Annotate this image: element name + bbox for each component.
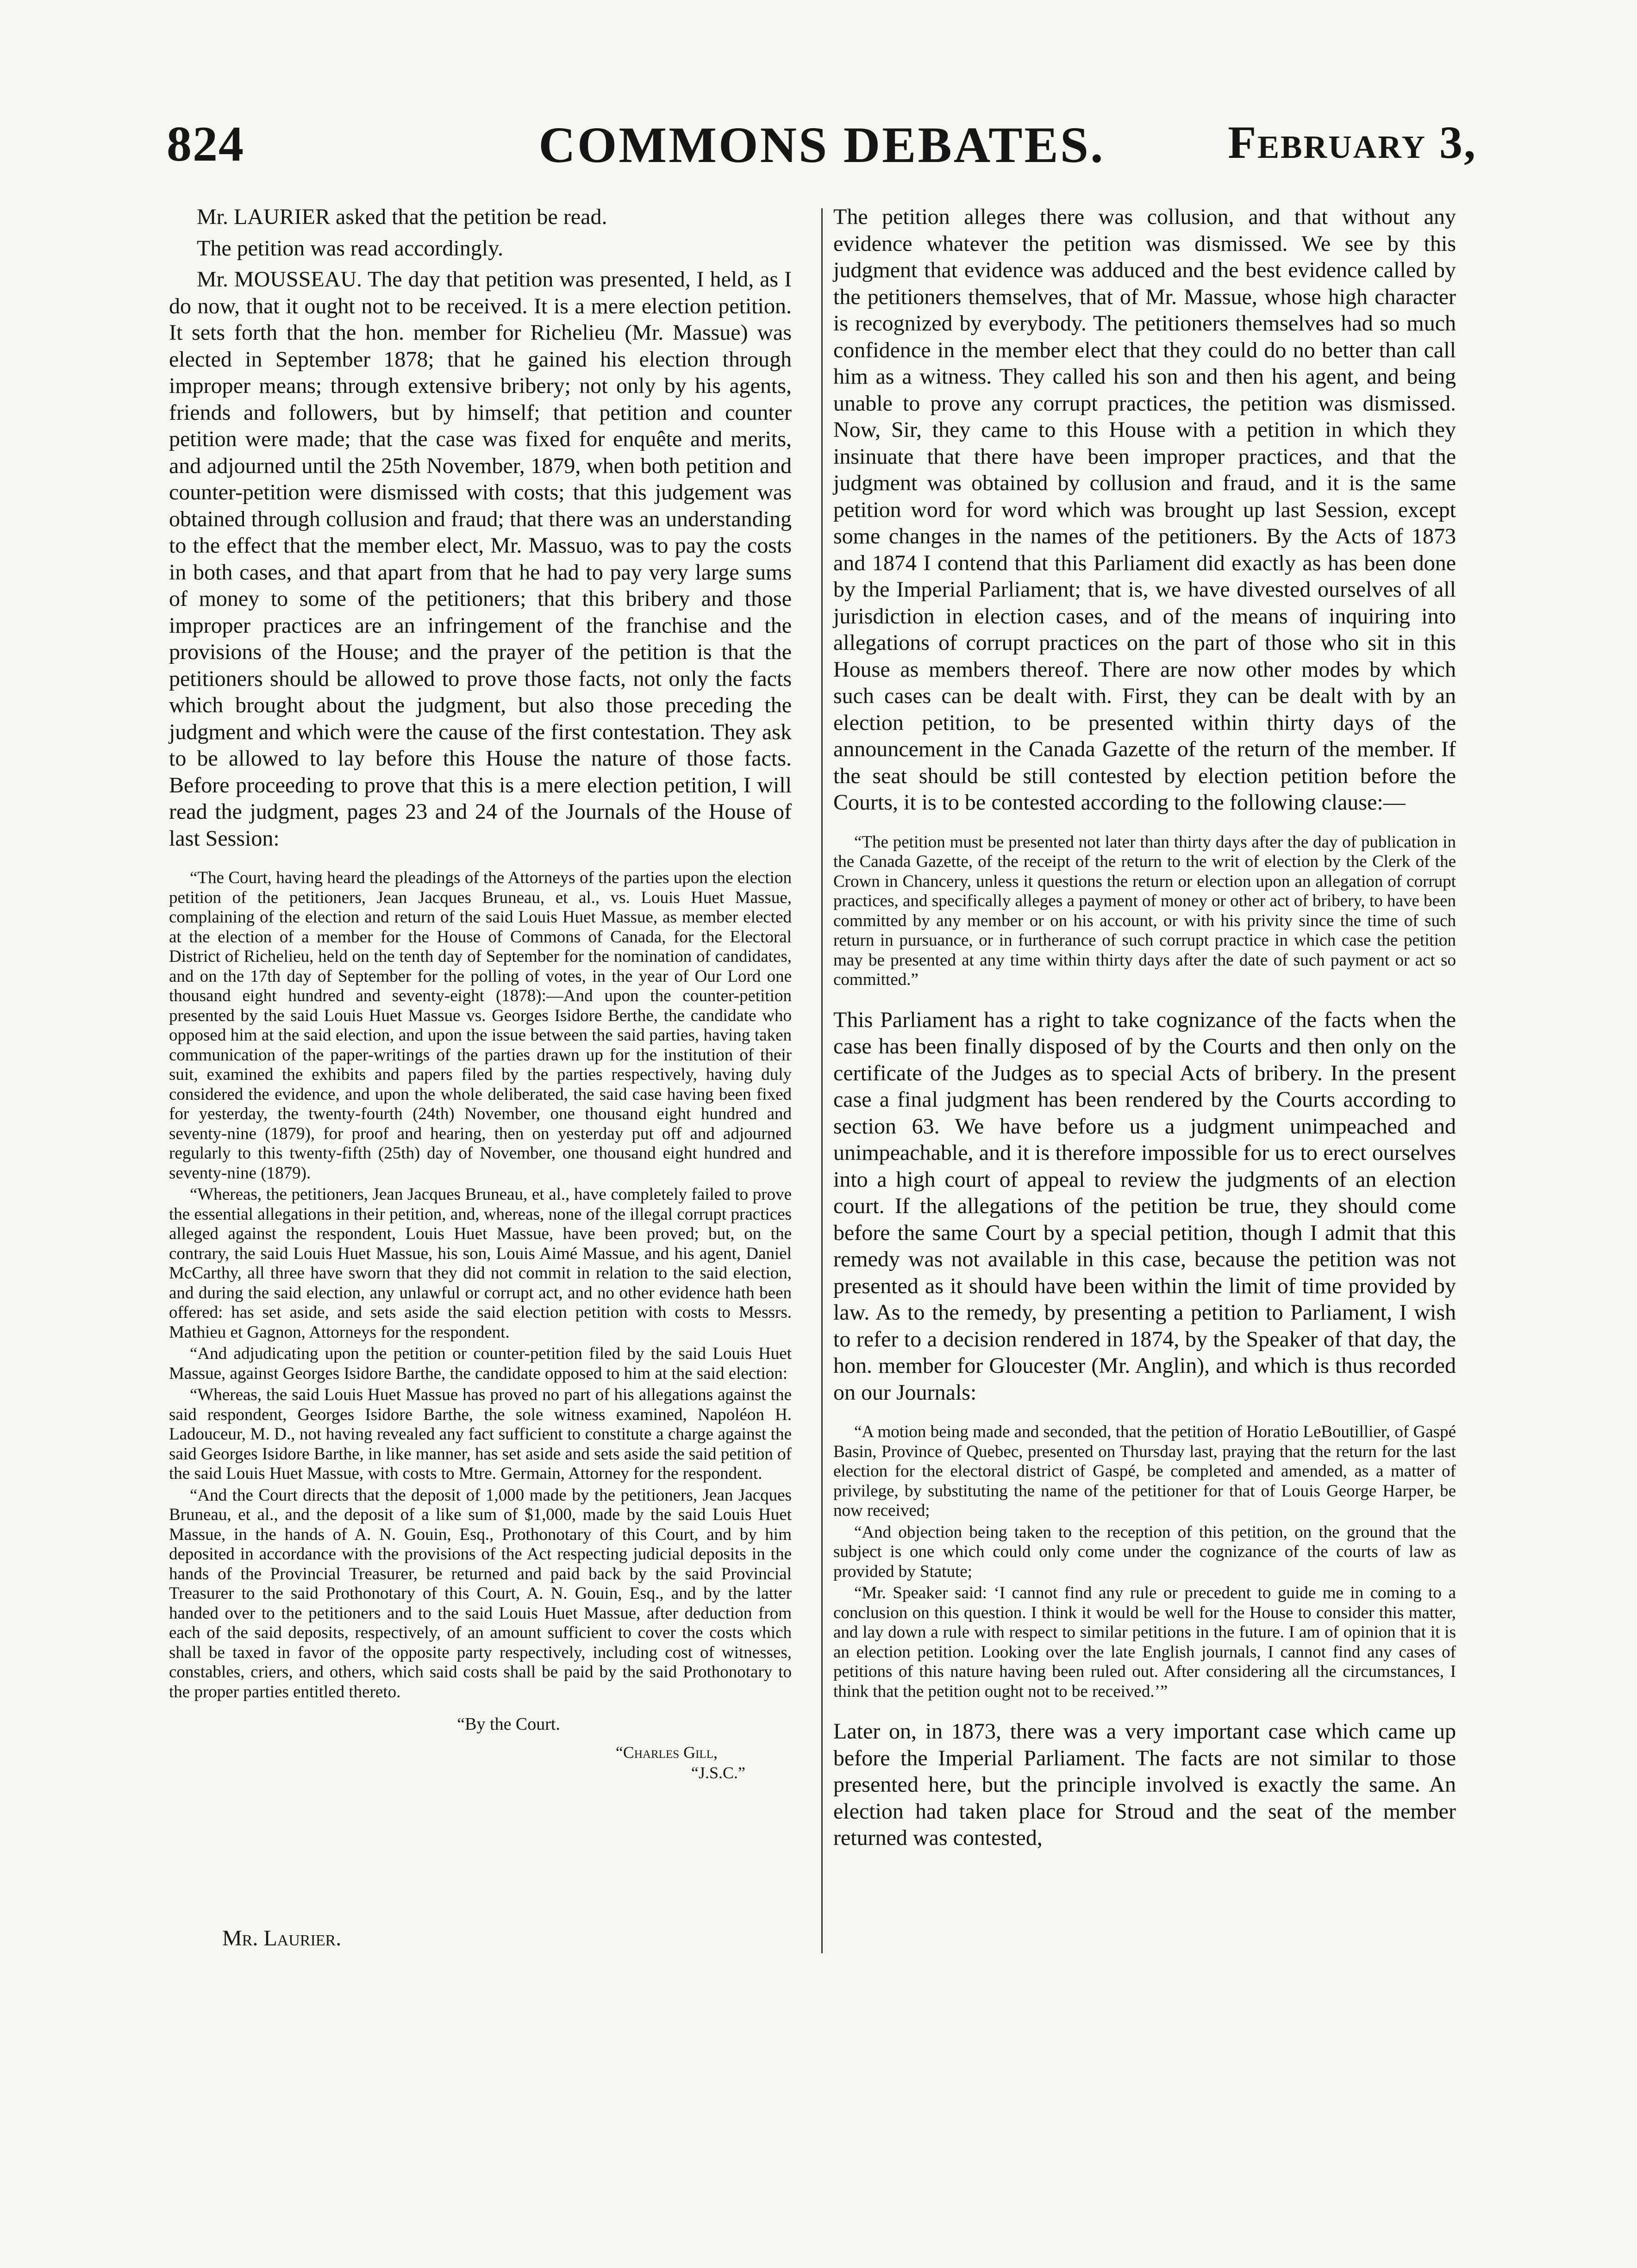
speaker-ruling-quote [833,1422,1456,1701]
quote-paragraph: “Mr. Speaker said: ‘I cannot find any rule or precedent to guide me in coming to a conclusion on this question. I think it would be well for the House to consider this matter, and lay down a rule with respect to similar petitions in the future. I am of opinion that it is an election petition. Looking over the late English journals, I cannot find any cases of petitions of this nature having been ruled out. After considering all the circumstances, I think that the petition ought not to be received.’” [833,1583,1456,1701]
paragraph: The petition was read accordingly. [197,236,503,261]
judgment-quote [169,868,792,1702]
signature-court: “By the Court. [457,1714,560,1734]
page-date: February 3, [1228,117,1477,168]
left-column [169,204,792,1782]
right-column [833,204,1456,1851]
page-number: 824 [167,117,244,172]
quote-paragraph: “Whereas, the petitioners, Jean Jacques Bruneau, et al., have completely failed to prove the essential allegations in their petition, and, whereas, none of the illegal corrupt practices alleged against the respondent, Louis Huet Massue, have been proved; but, on the contrary, the said Louis Huet Massue, his son, Louis Aimé Massue, and his agent, Daniel McCarthy, all three have sworn that they did not commit in relation to the said election, and during the said election, any unlawful or corrupt act, and no other evidence hath been offered: has set aside, and sets aside the said election petition with costs to Messrs. Mathieu et Gagnon, Attorneys for the respondent. [169,1185,792,1342]
quote-paragraph: “And the Court directs that the deposit of 1,000 made by the petitioners, Jean Jacques Bruneau, et al., and the deposit of a like sum of $1,000, made by the said Louis Huet Massue, in the hands of A. N. Gouin, Esq., Prothonotary of this Court, and by him deposited in accordance with the provisions of the Act respecting judicial deposits in the hands of the Provincial Treasurer, be returned and paid back by the said Provincial Treasurer to the said Prothonotary of this Court, A. N. Gouin, Esq., and by the latter handed over to the petitioners and to the said Louis Huet Massue, after deduction from each of the said deposits, respectively, of an amount sufficient to cover the costs which shall be taxed in favor of the opposite party respectively, including cost of witnesses, constables, criers, and others, which said costs shall be paid by the said Prothonotary to the proper parties entitled thereto. [169,1485,792,1701]
page-title: COMMONS DEBATES. [538,117,1105,173]
quote-paragraph: “And objection being taken to the reception of this petition, on the ground that the subject is one which could only come under the cognizance of the courts of law as provided by Statute; [833,1522,1456,1581]
footer-speaker: Mr. Laurier. [222,1926,342,1950]
paragraph: Mr. MOUSSEAU. The day that petition was presented, I held, as I do now, that it ought not to be received. It is a mere election petition. It sets forth that the hon. member for Richelieu (Mr. Massue) was elected in September 1878; that he gained his election through improper means; through extensive bribery; not only by his agents, friends and followers, but by himself; that petition and counter petition were made; that the case was fixed for enquête and merits, and adjourned until the 25th November, 1879, when both petition and counter-petition were dismissed with costs; that this judgement was obtained through collusion and fraud; that there was an understanding to the effect that the member elect, Mr. Massuo, was to pay the costs in both cases, and that apart from that he had to pay very large sums of money to some of the petitioners; that this bribery and those improper practices are an infringement of the franchise and the provisions of the House; and the prayer of the petition is that the petitioners should be allowed to prove those facts, not only the facts which brought about the judgment, but also those preceding the judgment and which were the cause of the first contestation. They ask to be allowed to lay before this House the nature of those facts. Before proceeding to prove that this is a mere election petition, I will read the judgment, pages 23 and 24 of the Journals of the House of last Session: [169,267,792,851]
signature-title: “J.S.C.” [691,1763,745,1782]
quote-paragraph: “The petition must be presented not later than thirty days after the day of publication in the Canada Gazette, of the receipt of the return to the writ of election by the Clerk of the Crown in Chancery, unless it questions the return or election upon an allegation of corrupt practices, and specifically alleges a payment of money or other act of bribery, to have been committed by any member or on his account, or with his privity since the time of such return in pursuance, or in furtherance of such corrupt practice in which case the petition may be presented at any time within thirty days after the date of such payment or act so committed.” [833,832,1456,989]
signature-name: “Charles Gill, [615,1743,718,1762]
quote-paragraph: “And adjudicating upon the petition or counter-petition filed by the said Louis Huet Massue, against Georges Isidore Barthe, the candidate opposed to him at the said election: [169,1344,792,1383]
page-header [167,116,1477,181]
paragraph: This Parliament has a right to take cognizance of the facts when the case has been finally disposed of by the Courts and then only on the certificate of the Judges as to special Acts of bribery. In the present case a final judgment has been rendered by the Courts according to section 63. We have before us a judgment unimpeached and unimpeachable, and it is therefore impossible for us to erect ourselves into a high court of appeal to review the judgments of an election court. If the allegations of the petition be true, they should come before the same Court by a special petition, though I admit that this remedy was not available in this case, because the petition was not presented as it should have been within the limit of time provided by law. As to the remedy, by presenting a petition to Parliament, I wish to refer to a decision rendered in 1874, by the Speaker of that day, the hon. member for Gloucester (Mr. Anglin), and which is thus recorded on our Journals: [833,1007,1456,1405]
column-divider [821,208,823,1953]
paragraph: Later on, in 1873, there was a very important case which came up before the Imperial Parliament. The facts are not similar to those presented here, but the principle involved is exactly the same. An election had taken place for Stroud and the seat of the member returned was contested, [833,1719,1456,1850]
paragraph: Mr. LAURIER asked that the petition be read. [197,205,607,229]
paragraph: The petition alleges there was collusion, and that without any evidence whatever the petition was dismissed. We see by this judgment that evidence was adduced and the best evidence called by the petitioners themselves, that of Mr. Massue, whose high character is recognized by everybody. The petitioners themselves had so much confidence in the member elect that they could do no better than call him as a witness. They called his son and then his agent, and being unable to prove any corrupt practices, the petition was dismissed. Now, Sir, they came to this House with a petition in which they insinuate that there have been improper practices, and that the judgment was obtained by collusion and fraud, and it is the same petition word for word which was brought up last Session, except some changes in the names of the petitioners. By the Acts of 1873 and 1874 I contend that this Parliament did exactly as has been done by the Imperial Parliament; that is, we have divested ourselves of all jurisdiction in election cases, and of the means of inquiring into allegations of corrupt practices on the part of those who sit in this House as members thereof. There are now other modes by which such cases can be dealt with. First, they can be dealt with by an election petition, to be presented within thirty days of the announcement in the Canada Gazette of the return of the member. If the seat should be still contested by election petition before the Courts, it is to be contested according to the following clause:— [833,205,1456,815]
quote-paragraph: “Whereas, the said Louis Huet Massue has proved no part of his allegations against the said respondent, Georges Isidore Barthe, the sole witness examined, Napoléon H. Ladouceur, M. D., not having revealed any fact sufficient to constitute a charge against the said Georges Isidore Barthe, in like manner, has set aside and sets aside the said petition of the said Louis Huet Massue, with costs to Mtre. Germain, Attorney for the respondent. [169,1385,792,1483]
quote-paragraph: “The Court, having heard the pleadings of the Attorneys of the parties upon the election petition of the petitioners, Jean Jacques Bruneau, et al., vs. Louis Huet Massue, complaining of the election and return of the said Louis Huet Massue, as member elected at the election of a member for the House of Commons of Canada, for the Electoral District of Richelieu, held on the tenth day of September for the nomination of candidates, and on the 17th day of September for the polling of votes, in the year of Our Lord one thousand eight hundred and seventy-eight (1878):—And upon the counter-petition presented by the said Louis Huet Massue vs. Georges Isidore Berthe, the candidate who opposed him at the said election, and upon the issue between the said parties, having taken communication of the paper-writings of the parties drawn up for the institution of their suit, examined the exhibits and papers filed by the parties respectively, having duly considered the evidence, and upon the whole deliberated, the said case having been fixed for yesterday, the twenty-fourth (24th) November, one thousand eight hundred and seventy-nine (1879), for proof and hearing, then on yesterday put off and adjourned regularly to this twenty-fifth (25th) day of November, one thousand eight hundred and seventy-nine (1879). [169,868,792,1183]
quote-paragraph: “A motion being made and seconded, that the petition of Horatio LeBoutillier, of Gaspé Basin, Province of Quebec, presented on Thursday last, praying that the return for the last election for the electoral district of Gaspé, be completed and amended, as a matter of privilege, by substituting the name of the petitioner for that of Louis George Harper, be now received; [833,1422,1456,1520]
